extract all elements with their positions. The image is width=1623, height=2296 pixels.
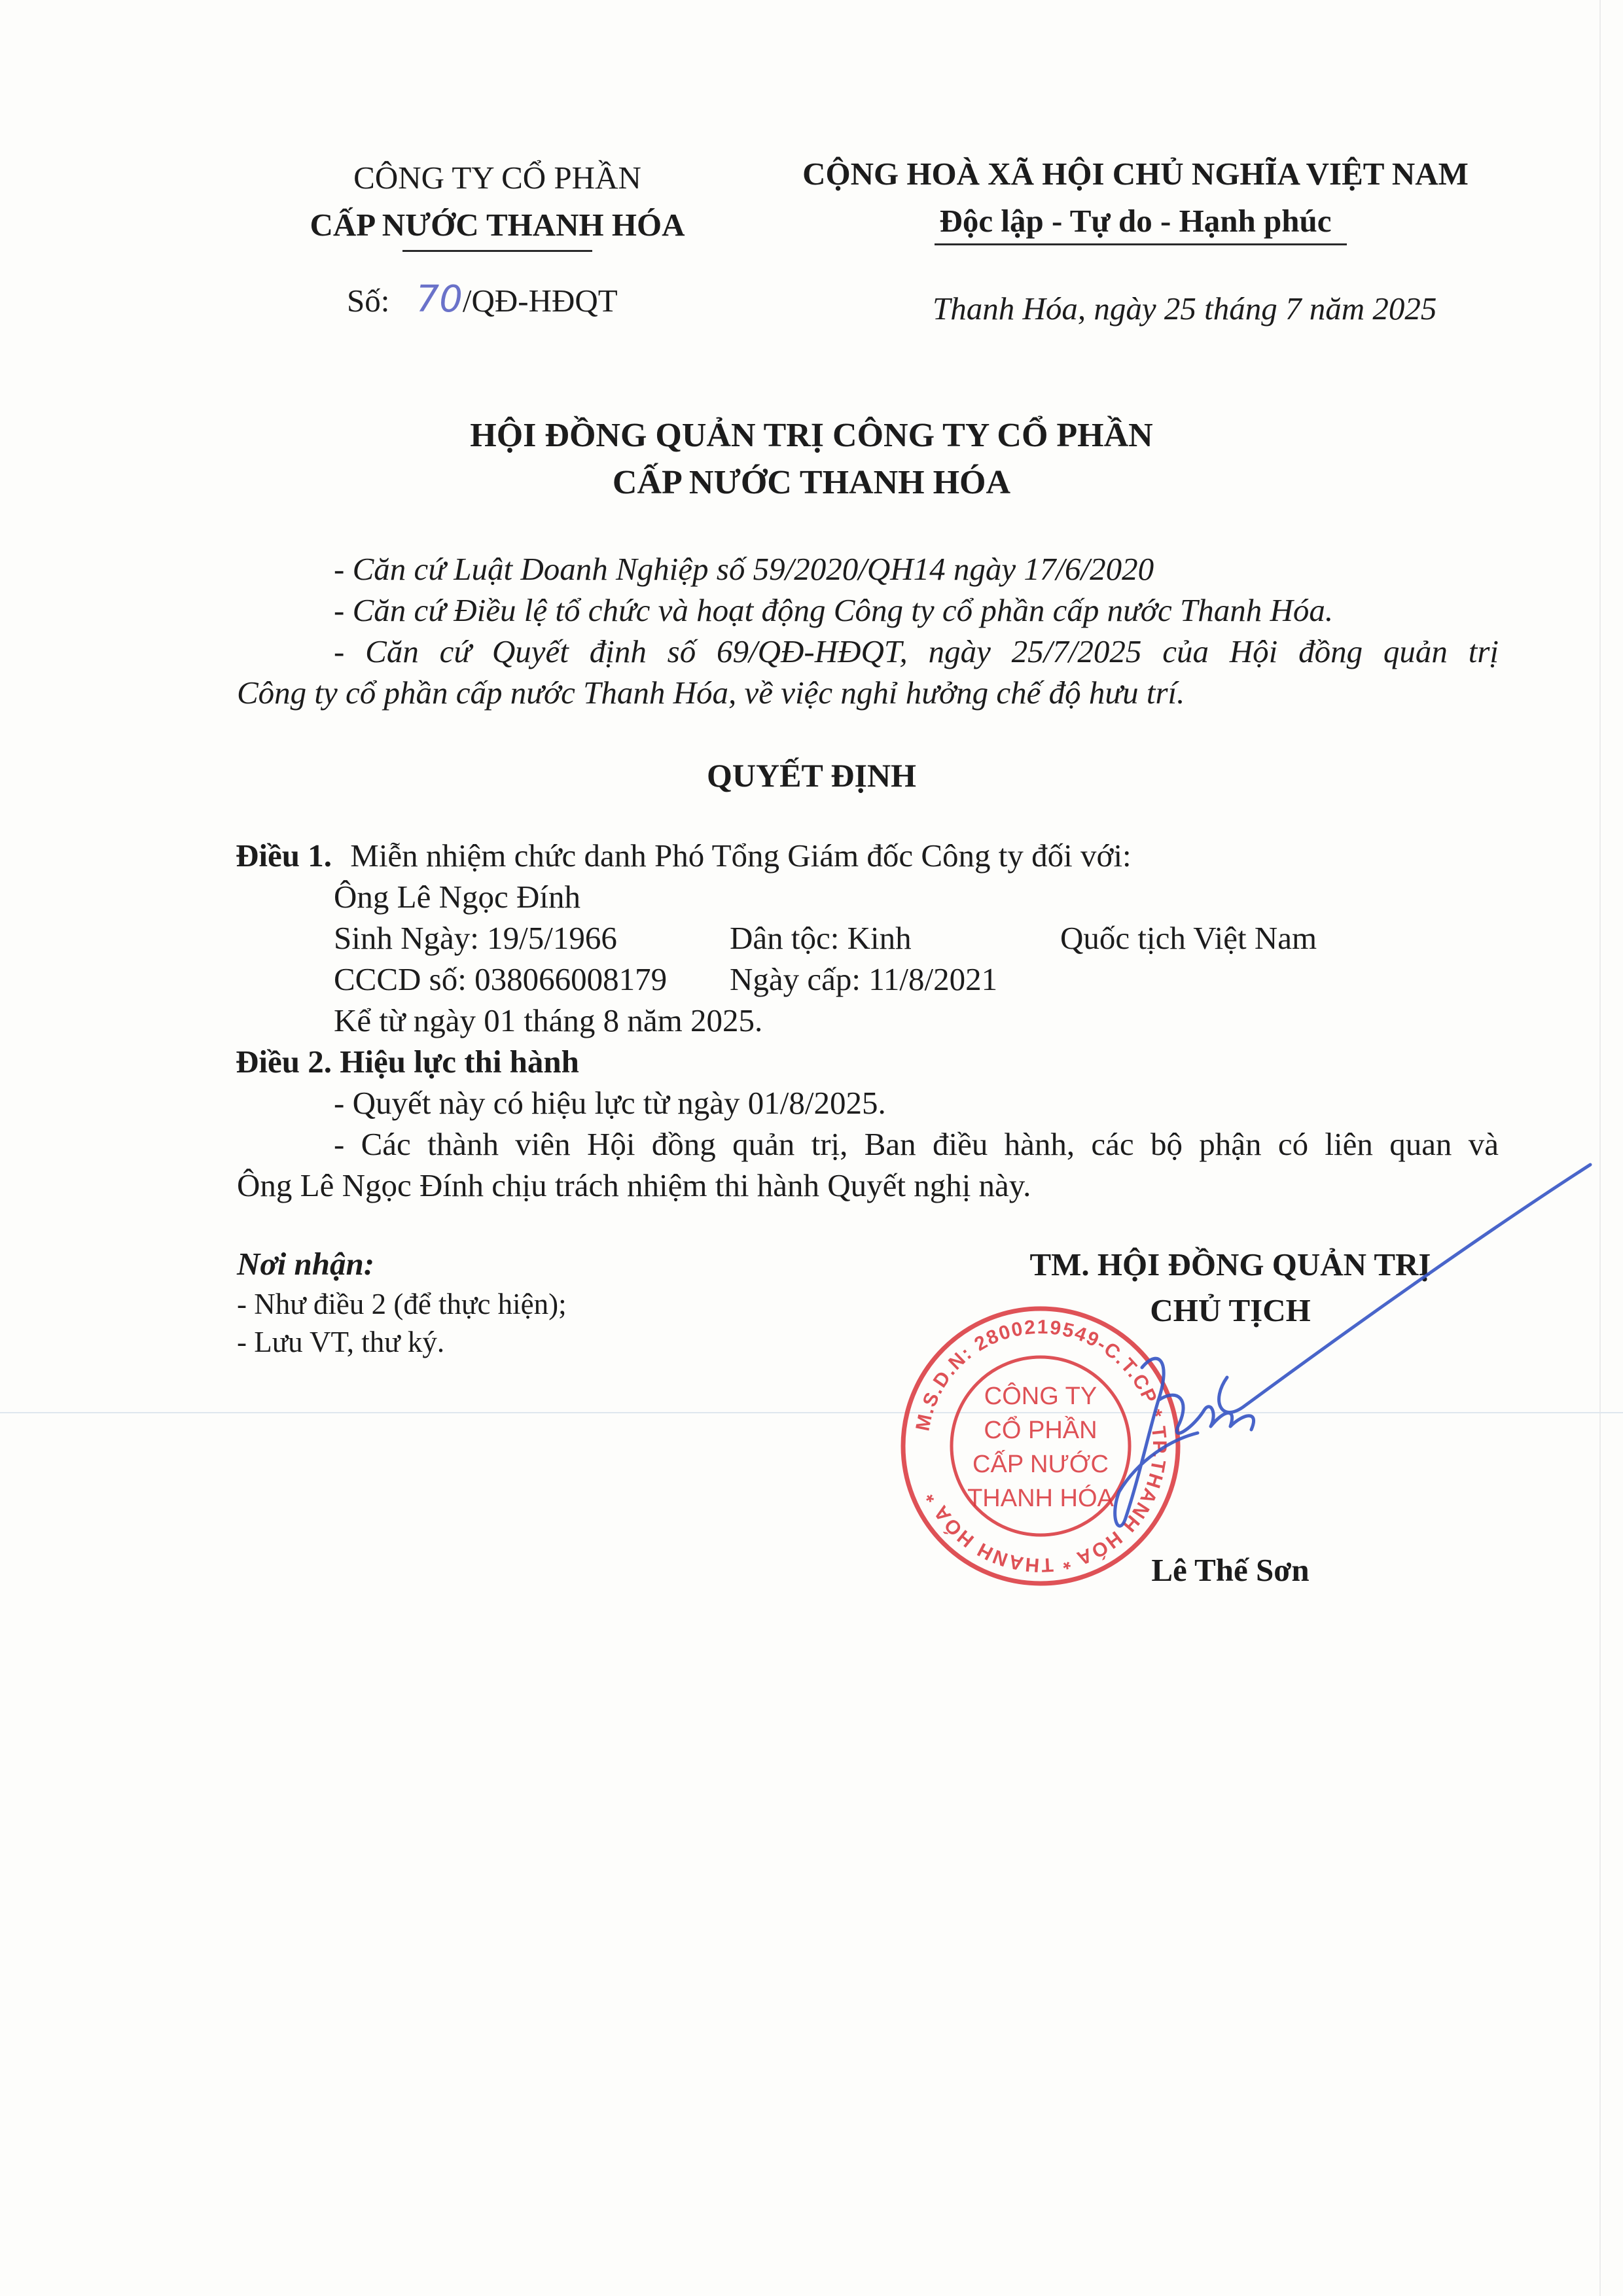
article-1-text: Miễn nhiệm chức danh Phó Tổng Giám đốc Công ty đối với: [350, 838, 1132, 874]
decision-title: QUYẾT ĐỊNH [707, 757, 916, 794]
seal-line-2: CỔ PHẦN [984, 1417, 1097, 1444]
seal-line-4: THANH HÓA [967, 1485, 1114, 1512]
article-1-issue-date: Ngày cấp: 11/8/2021 [730, 961, 998, 997]
article-1-label: Điều 1. [236, 838, 332, 874]
article-1-dob: Sinh Ngày: 19/5/1966 [334, 920, 617, 956]
scan-edge [1599, 0, 1601, 2296]
article-1-from-date: Kể từ ngày 01 tháng 8 năm 2025. [334, 1002, 763, 1038]
company-header [249, 154, 746, 249]
basis-3: - Căn cứ Quyết định số 69/QĐ-HĐQT, ngày 25/7/2025 của Hội đồng quản trị [334, 633, 1499, 669]
signature-position: CHỦ TỊCH [1150, 1292, 1311, 1328]
handwritten-signature [1080, 1152, 1603, 1570]
recipients-title: Nơi nhận: [237, 1246, 375, 1282]
company-name-line2: CẤP NƯỚC THANH HÓA [310, 207, 685, 243]
article-1-id-number: CCCD số: 038066008179 [334, 961, 668, 997]
article-2-line1: - Quyết này có hiệu lực từ ngày 01/8/2025. [334, 1085, 886, 1121]
recipient-item: - Như điều 2 (để thực hiện); [237, 1288, 567, 1320]
signature-on-behalf: TM. HỘI ĐỒNG QUẢN TRỊ [1029, 1246, 1431, 1282]
issuer-line2: CẤP NƯỚC THANH HÓA [612, 464, 1011, 501]
doc-no-handwritten: 70 [416, 278, 463, 321]
seal-line-1: CÔNG TY [984, 1383, 1097, 1410]
article-2-line2: - Các thành viên Hội đồng quản trị, Ban điều hành, các bộ phận có liên quan và [334, 1126, 1499, 1162]
seal-ring-text: M.S.D.N: 2800219549-C.T.CP * TP.THANH HÓA * THANH HÓA * [912, 1316, 1171, 1576]
article-1-ethnicity: Dân tộc: Kinh [730, 920, 912, 956]
nation-motto: Độc lập - Tự do - Hạnh phúc [939, 203, 1332, 239]
basis-3-cont: Công ty cổ phần cấp nước Thanh Hóa, về việc nghỉ hưởng chế độ hưu trí. [237, 675, 1185, 711]
signatory-name: Lê Thế Sơn [1151, 1552, 1310, 1588]
issuer-line1: HỘI ĐỒNG QUẢN TRỊ CÔNG TY CỔ PHẦN [470, 417, 1153, 454]
basis-1: - Căn cứ Luật Doanh Nghiệp số 59/2020/QH14 ngày 17/6/2020 [334, 551, 1154, 587]
basis-2: - Căn cứ Điều lệ tổ chức và hoạt động Công ty cổ phần cấp nước Thanh Hóa. [334, 592, 1334, 628]
nation-name: CỘNG HOÀ XÃ HỘI CHỦ NGHĨA VIỆT NAM [802, 156, 1469, 192]
article-2-line2-cont: Ông Lê Ngọc Đính chịu trách nhiệm thi hành Quyết nghị này. [237, 1167, 1031, 1203]
company-underline [402, 250, 592, 252]
place-date: Thanh Hóa, ngày 25 tháng 7 năm 2025 [933, 291, 1437, 327]
doc-no-prefix: Số: [347, 283, 390, 319]
article-2-heading: Điều 2. Hiệu lực thi hành [236, 1044, 579, 1080]
motto-underline [935, 243, 1347, 245]
doc-no-suffix: /QĐ-HĐQT [462, 283, 618, 319]
article-1-nationality: Quốc tịch Việt Nam [1060, 920, 1317, 956]
nation-header [769, 150, 1502, 245]
article-1-person: Ông Lê Ngọc Đính [334, 879, 580, 915]
issuer-title [0, 412, 1623, 506]
document-number [347, 276, 618, 325]
company-name-line1: CÔNG TY CỔ PHẦN [353, 160, 641, 196]
seal-line-3: CẤP NƯỚC [972, 1451, 1109, 1478]
recipient-item: - Lưu VT, thư ký. [237, 1326, 445, 1358]
article-1-heading [236, 835, 1132, 876]
recipients [237, 1243, 567, 1361]
